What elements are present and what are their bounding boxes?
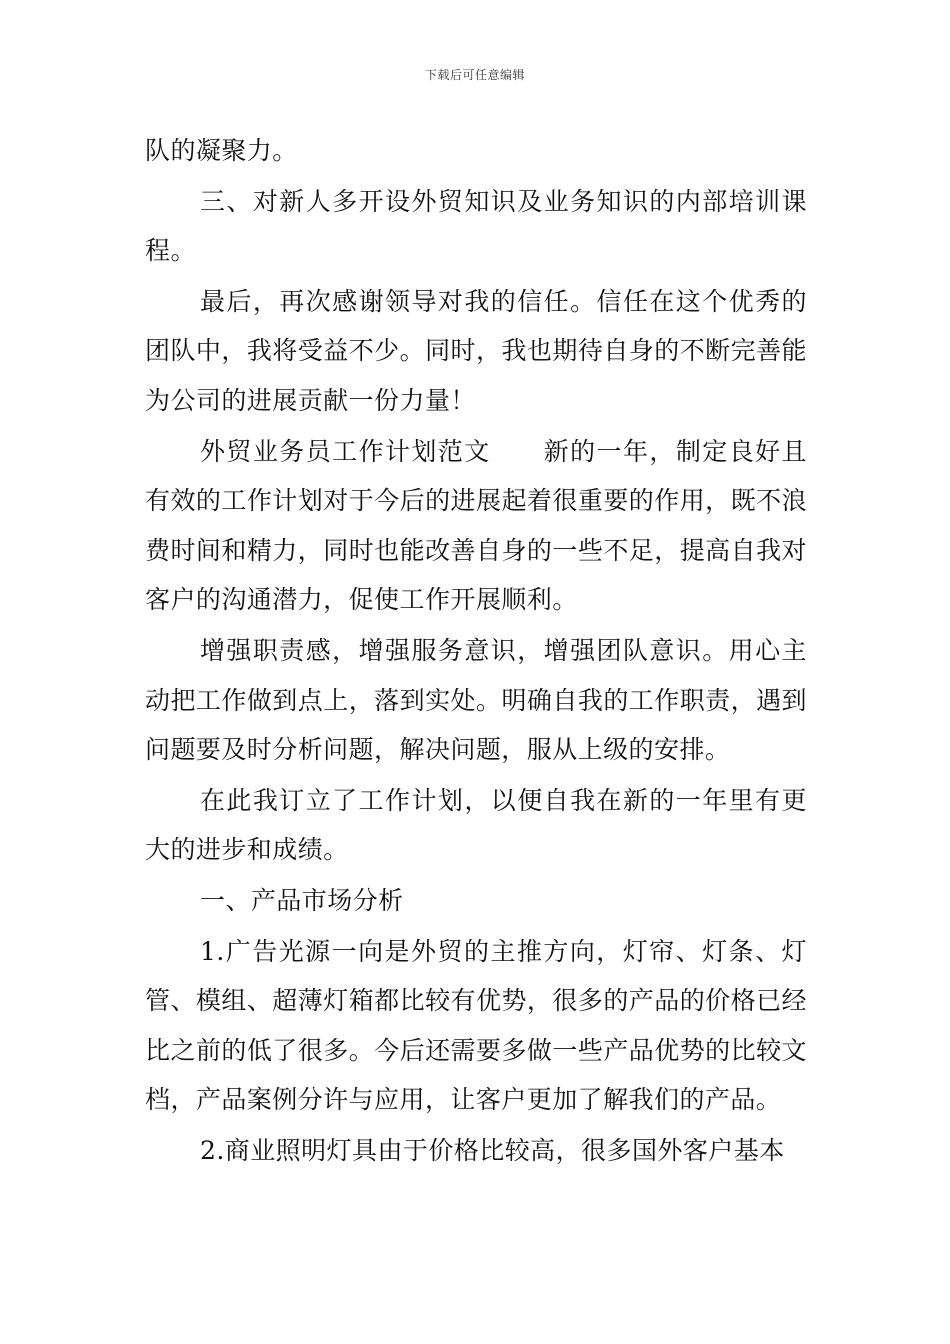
paragraph-responsibility: 增强职责感，增强服务意识，增强团队意识。用心主动把工作做到点上，落到实处。明确自我的工作职责，遇到问题要及时分析问题，解决问题，服从上级的安排。 (145, 635, 807, 765)
section-title: 外贸业务员工作计划范文 (200, 436, 491, 466)
paragraph-thanks: 最后，再次感谢领导对我的信任。信任在这个优秀的团队中，我将受益不少。同时，我也期待自身的不断完善能为公司的进展贡献一份力量！ (145, 286, 807, 415)
paragraph-plan-intro (145, 427, 807, 625)
plan-intro-text: 新的一年，制定良好且有效的工作计划对于今后的进展起着很重要的作用，既不浪费时间和精力，同时也能改善自身的一些不足，提高自我对客户的沟通潜力，促使工作开展顺利。 (145, 436, 807, 615)
heading-product-market-analysis: 一、产品市场分析 (200, 885, 404, 915)
paragraph-training: 三、对新人多开设外贸知识及业务知识的内部培训课程。 (145, 186, 807, 266)
paragraph-advertising-light-source: 1.广告光源一向是外贸的主推方向，灯帘、灯条、灯管、模组、超薄灯箱都比较有优势，很多的产品的价格已经比之前的低了很多。今后还需要多做一些产品优势的比较文档，产品案例分许与应用，让客户更加了解我们的产品。 (145, 936, 807, 1115)
paragraph-continuation: 队的凝聚力。 (145, 136, 298, 165)
paragraph-plan-statement: 在此我订立了工作计划，以便自我在新的一年里有更大的进步和成绩。 (145, 785, 807, 865)
document-body (145, 126, 807, 1176)
page-header-note: 下载后可任意编辑 (424, 68, 525, 82)
paragraph-commercial-lighting: 2.商业照明灯具由于价格比较高，很多国外客户基本 (200, 1135, 785, 1165)
